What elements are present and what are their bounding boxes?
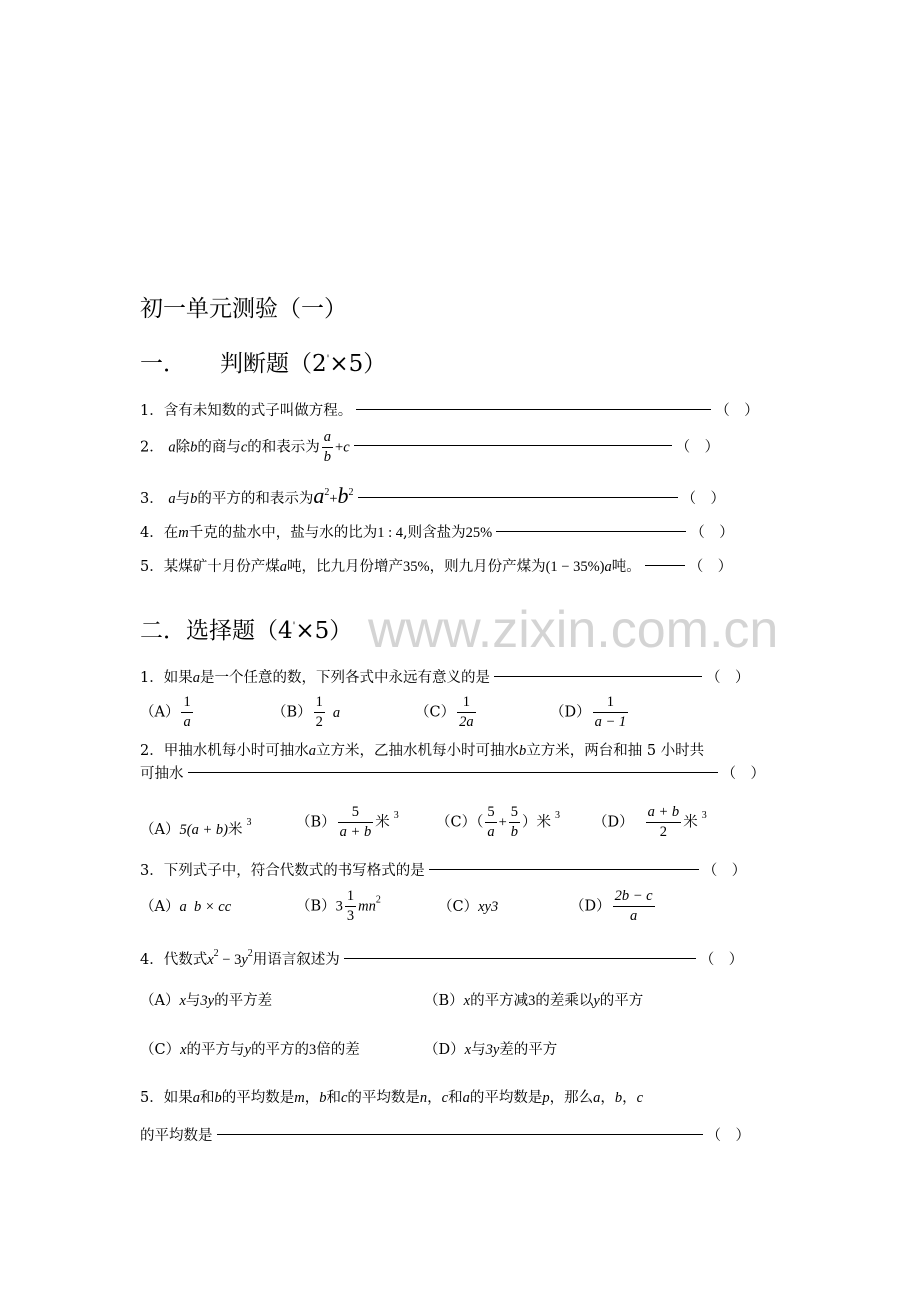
section-title: 判断题（2 bbox=[220, 351, 327, 377]
numerator: 1 bbox=[346, 888, 355, 904]
percent: 35% bbox=[402, 559, 430, 575]
text: ，那么 bbox=[549, 1090, 594, 1106]
var-b: b bbox=[190, 439, 198, 456]
var-m: m bbox=[178, 525, 189, 541]
fraction bbox=[613, 887, 655, 926]
var-x: x bbox=[180, 1042, 187, 1058]
var-a: a bbox=[168, 439, 176, 456]
choice-q2-option-b[interactable] bbox=[296, 803, 399, 842]
question-number: 4． bbox=[140, 952, 164, 968]
unit: 米 bbox=[536, 814, 552, 831]
text: ,则含盐为 bbox=[403, 525, 466, 541]
option-label: （C） bbox=[438, 899, 479, 915]
numerator: 1 bbox=[606, 694, 615, 710]
denominator: a bbox=[183, 714, 191, 730]
exponent: 3 bbox=[555, 809, 561, 821]
text: 如果 bbox=[163, 1090, 193, 1106]
var-a: a bbox=[462, 1090, 470, 1106]
fraction bbox=[593, 693, 629, 732]
option-label: （A） bbox=[140, 899, 180, 915]
text: 吨。 bbox=[611, 559, 641, 575]
text: 是一个任意的数，下列各式中永远有意义的是 bbox=[199, 670, 490, 686]
choice-q1-option-b[interactable] bbox=[272, 693, 340, 732]
choice-q1-option-c[interactable] bbox=[415, 693, 478, 732]
answer-blank[interactable]: （ ） bbox=[702, 863, 747, 879]
plus-sign: + bbox=[498, 814, 507, 831]
section-number: 一． bbox=[140, 351, 186, 377]
answer-blank[interactable]: （ ） bbox=[715, 403, 759, 419]
choice-question-3 bbox=[140, 861, 746, 881]
text: 除 bbox=[175, 439, 191, 456]
answer-blank[interactable]: （ ） bbox=[699, 952, 744, 968]
exponent: 2 bbox=[324, 487, 330, 498]
text: 和 bbox=[326, 1090, 341, 1106]
numerator: 5 bbox=[487, 804, 495, 820]
answer-blank[interactable]: （ ） bbox=[681, 491, 726, 507]
expression: 3y bbox=[485, 1042, 500, 1058]
leader-line bbox=[494, 676, 702, 677]
text: 用语言叙述为 bbox=[252, 952, 340, 968]
var-b: b bbox=[319, 1090, 327, 1106]
text: ，则九月份产煤为 bbox=[429, 559, 546, 575]
section-heading-choice bbox=[140, 612, 352, 645]
judge-question-1 bbox=[140, 401, 759, 421]
text: ， bbox=[622, 1090, 637, 1106]
exponent: 2 bbox=[348, 487, 354, 498]
fraction bbox=[338, 803, 374, 842]
var-c: c bbox=[441, 1090, 449, 1106]
option-label: （D） bbox=[570, 898, 611, 915]
leader-line bbox=[429, 869, 699, 870]
expression: a b × cc bbox=[179, 899, 232, 915]
text: 与 bbox=[185, 993, 201, 1009]
numerator: 5 bbox=[351, 804, 360, 820]
answer-blank[interactable]: （ ） bbox=[705, 670, 750, 686]
question-number: 1． bbox=[140, 403, 164, 419]
expression: (1 − 35%) bbox=[545, 559, 605, 575]
var-b: b bbox=[214, 1090, 222, 1106]
var-b-large: b bbox=[337, 483, 349, 508]
var-c: c bbox=[240, 439, 248, 456]
denominator: 3 bbox=[346, 908, 355, 924]
option-label: （C）（ bbox=[436, 814, 484, 831]
text: 差的平方 bbox=[499, 1042, 558, 1058]
choice-question-5-line2 bbox=[140, 1126, 750, 1146]
choice-q3-option-a[interactable] bbox=[140, 897, 231, 917]
denominator: a bbox=[487, 824, 495, 840]
text: 的和表示为 bbox=[247, 439, 320, 456]
choice-q2-option-c[interactable] bbox=[436, 803, 560, 842]
var-a: a bbox=[279, 559, 287, 575]
leader-line bbox=[188, 772, 718, 773]
prime-mark: ' bbox=[292, 621, 296, 632]
question-number: 5． bbox=[140, 559, 164, 575]
choice-question-2 bbox=[140, 741, 704, 761]
text: 可抽水 bbox=[140, 766, 184, 782]
judge-question-4 bbox=[140, 523, 734, 543]
var-x: x bbox=[179, 993, 186, 1009]
denominator: 2 bbox=[315, 714, 323, 730]
var-y: y bbox=[593, 993, 600, 1009]
option-label: （D） bbox=[550, 704, 591, 721]
page-title: 初一单元测验（一） bbox=[140, 296, 347, 322]
text: 的平均数是 bbox=[140, 1128, 213, 1144]
option-label: （C） bbox=[415, 704, 456, 721]
expression: − 3 bbox=[218, 952, 242, 968]
leader-line bbox=[358, 497, 678, 498]
number: 3 bbox=[308, 1042, 317, 1058]
section-heading-judge bbox=[140, 345, 386, 378]
denominator: a bbox=[613, 906, 655, 926]
numerator: 2b − c bbox=[614, 888, 653, 904]
text: 在 bbox=[163, 525, 179, 541]
var-c: c bbox=[343, 439, 350, 456]
text: 倍的差 bbox=[316, 1042, 360, 1058]
judge-question-3 bbox=[140, 483, 725, 509]
var-y: y bbox=[241, 952, 248, 968]
text: 与 bbox=[175, 491, 191, 507]
question-text: 含有未知数的式子叫做方程。 bbox=[163, 403, 353, 419]
exponent: 3 bbox=[246, 817, 252, 828]
text: 甲抽水机每小时可抽水 bbox=[163, 743, 309, 759]
option-label: （A） bbox=[140, 704, 180, 721]
choice-question-1 bbox=[140, 668, 749, 688]
prime-mark: ' bbox=[326, 354, 330, 365]
option-label: （B） bbox=[272, 704, 312, 721]
text: 某煤矿十月份产煤 bbox=[163, 559, 280, 575]
question-number: 5． bbox=[140, 1090, 164, 1106]
leader-line bbox=[356, 409, 711, 410]
fraction bbox=[646, 803, 682, 842]
ratio: 1 : 4 bbox=[377, 525, 403, 541]
var-a: a bbox=[168, 491, 176, 507]
answer-blank[interactable]: （ ） bbox=[688, 559, 733, 575]
choice-q4-option-b[interactable] bbox=[424, 991, 643, 1011]
choice-q3-option-b[interactable] bbox=[296, 887, 381, 926]
text: ， bbox=[304, 1090, 320, 1106]
leader-line bbox=[354, 445, 672, 446]
choice-question-4 bbox=[140, 944, 743, 970]
expression: 5(a + b) bbox=[179, 822, 228, 838]
plus-sign: + bbox=[335, 439, 344, 456]
text: 的平方的和表示为 bbox=[197, 491, 314, 507]
text: 的商与 bbox=[197, 439, 241, 456]
percent: 25% bbox=[465, 525, 493, 541]
var-x: x bbox=[463, 993, 471, 1009]
numerator: a + b bbox=[647, 804, 680, 820]
denominator: a − 1 bbox=[594, 714, 627, 730]
choice-question-5 bbox=[140, 1088, 643, 1108]
var-c: c bbox=[636, 1090, 644, 1106]
exponent: 3 bbox=[393, 809, 399, 821]
question-number: 2． bbox=[140, 743, 164, 759]
text: 立方米，乙抽水机每小时可抽水 bbox=[315, 743, 519, 759]
numerator: a bbox=[323, 429, 332, 445]
text: 代数式 bbox=[163, 952, 208, 968]
choice-q3-option-c[interactable] bbox=[438, 897, 498, 917]
choice-q4-option-c[interactable] bbox=[140, 1040, 360, 1060]
text: 的平方 bbox=[599, 993, 644, 1009]
answer-blank[interactable]: （ ） bbox=[675, 439, 720, 456]
text: 千克的盐水中，盐与水的比为 bbox=[188, 525, 378, 541]
numerator: 1 bbox=[183, 694, 191, 710]
question-text: 下列式子中，符合代数式的书写格式的是 bbox=[163, 863, 425, 879]
choice-q1-option-a[interactable] bbox=[140, 693, 195, 732]
text: 立方米，两台和抽 5 小时共 bbox=[526, 743, 705, 759]
watermark: www.zixin.com.cn bbox=[368, 601, 779, 659]
denominator: b bbox=[510, 824, 519, 840]
text: 和 bbox=[199, 1090, 215, 1106]
var-a: a bbox=[593, 1090, 601, 1106]
answer-blank[interactable]: （ ） bbox=[721, 766, 765, 782]
text: 的平方与 bbox=[186, 1042, 245, 1058]
question-number: 3． bbox=[140, 863, 164, 879]
var-x: x bbox=[464, 1042, 472, 1058]
text: 的平均数是 bbox=[469, 1090, 543, 1106]
close-paren: ） bbox=[522, 814, 537, 831]
var-m: m bbox=[294, 1090, 305, 1106]
plus-sign: + bbox=[329, 491, 338, 507]
var-n: n bbox=[419, 1090, 428, 1106]
unit: 米 bbox=[683, 814, 698, 831]
text: 与 bbox=[471, 1042, 486, 1058]
leader-line bbox=[645, 565, 685, 566]
option-label: （B） bbox=[296, 898, 336, 915]
section-number: 二． bbox=[140, 618, 186, 644]
choice-q3-option-d[interactable] bbox=[570, 887, 657, 926]
choice-q2-option-d[interactable] bbox=[593, 803, 707, 842]
unit: 米 bbox=[375, 814, 390, 831]
var-a: a bbox=[604, 559, 612, 575]
var-c: c bbox=[340, 1090, 348, 1106]
text: 的平方减 bbox=[470, 993, 529, 1009]
exponent: 2 bbox=[375, 894, 381, 906]
text: 的平均数是 bbox=[221, 1090, 295, 1106]
option-label: （D） bbox=[424, 1042, 465, 1058]
text: 如果 bbox=[163, 670, 193, 686]
leader-line bbox=[217, 1134, 703, 1135]
section-score: ×5） bbox=[295, 618, 353, 644]
var-b: b bbox=[614, 1090, 623, 1106]
exponent: 2 bbox=[247, 948, 253, 959]
fraction bbox=[509, 803, 520, 842]
option-label: （A） bbox=[140, 822, 180, 838]
section-score: ×5） bbox=[329, 351, 387, 377]
text: ， bbox=[600, 1090, 615, 1106]
option-label: （A） bbox=[140, 993, 180, 1009]
fraction bbox=[314, 693, 325, 732]
var-a: a bbox=[192, 1090, 200, 1106]
judge-question-2 bbox=[140, 428, 719, 467]
var-x: x bbox=[207, 952, 214, 968]
fraction bbox=[457, 693, 476, 732]
text: ， bbox=[427, 1090, 442, 1106]
answer-blank[interactable]: （ ） bbox=[706, 1128, 750, 1144]
option-label: （C） bbox=[140, 1042, 181, 1058]
leader-line bbox=[496, 531, 686, 532]
whole-number: 3 bbox=[335, 898, 343, 915]
expression: 3y bbox=[200, 993, 215, 1009]
denominator: b bbox=[323, 449, 332, 465]
numerator: 1 bbox=[315, 694, 323, 710]
fraction bbox=[181, 693, 192, 732]
answer-blank[interactable]: （ ） bbox=[690, 525, 734, 541]
choice-q4-option-d[interactable] bbox=[424, 1040, 557, 1060]
numerator: 1 bbox=[462, 694, 470, 710]
unit: 米 bbox=[227, 822, 243, 838]
choice-q4-option-a[interactable] bbox=[140, 991, 272, 1011]
expression: mn bbox=[358, 898, 376, 915]
var-a-large: a bbox=[313, 483, 325, 508]
option-label: （D） bbox=[593, 814, 634, 831]
judge-question-5 bbox=[140, 557, 732, 577]
text: 的平均数是 bbox=[347, 1090, 420, 1106]
text: 和 bbox=[448, 1090, 463, 1106]
question-number: 2． bbox=[140, 439, 164, 456]
leader-line bbox=[344, 958, 696, 959]
var-p: p bbox=[542, 1090, 550, 1106]
question-number: 4． bbox=[140, 525, 164, 541]
var-b: b bbox=[518, 743, 527, 759]
choice-q2-option-a[interactable] bbox=[140, 813, 251, 840]
choice-question-2-line2 bbox=[140, 764, 765, 784]
var-a: a bbox=[332, 704, 341, 721]
var-a: a bbox=[308, 743, 316, 759]
expression: xy3 bbox=[478, 899, 499, 915]
question-number: 3． bbox=[140, 491, 164, 507]
denominator: 2 bbox=[646, 822, 682, 842]
text: 的差乘以 bbox=[535, 993, 594, 1009]
text: 的平方的 bbox=[250, 1042, 309, 1058]
denominator: a + b bbox=[339, 824, 372, 840]
text: 吨，比九月份增产 bbox=[286, 559, 403, 575]
var-b: b bbox=[190, 491, 198, 507]
var-a: a bbox=[192, 670, 200, 686]
section-title: 选择题（4 bbox=[186, 618, 293, 644]
number: 3 bbox=[528, 993, 536, 1009]
question-number: 1． bbox=[140, 670, 164, 686]
fraction bbox=[485, 803, 496, 842]
option-label: （B） bbox=[296, 814, 336, 831]
exponent: 3 bbox=[701, 809, 707, 821]
fraction bbox=[345, 887, 356, 926]
exponent: 2 bbox=[213, 948, 219, 959]
choice-q1-option-d[interactable] bbox=[550, 693, 630, 732]
text: 的平方差 bbox=[214, 993, 273, 1009]
denominator: 2a bbox=[459, 714, 474, 730]
numerator: 5 bbox=[510, 804, 519, 820]
var-y: y bbox=[244, 1042, 251, 1058]
option-label: （B） bbox=[424, 993, 464, 1009]
fraction bbox=[322, 428, 333, 467]
